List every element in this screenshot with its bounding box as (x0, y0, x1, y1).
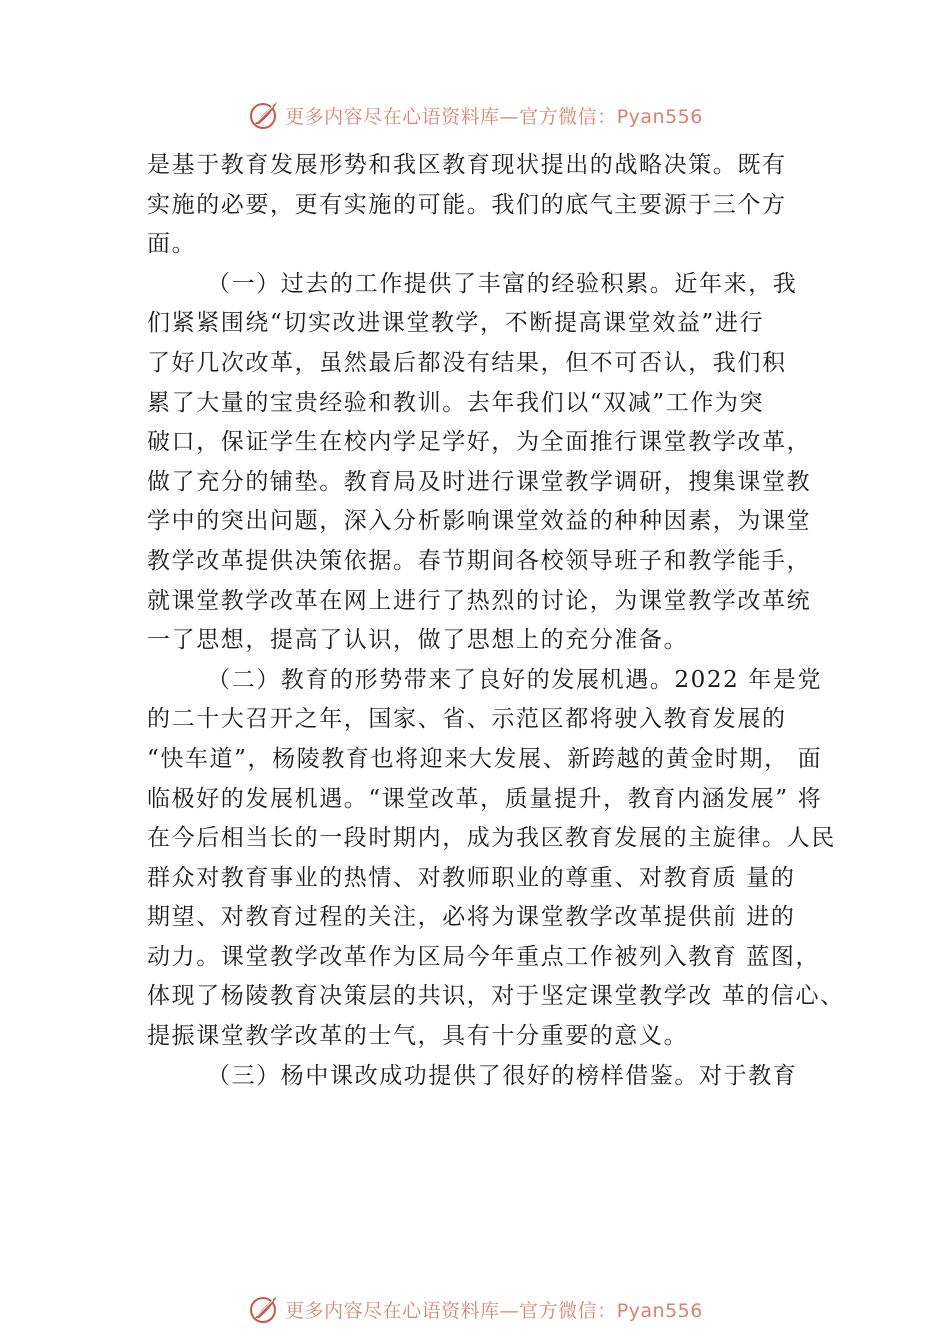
header-watermark-banner (0, 95, 950, 135)
text-line: 是基于教育发展形势和我区教育现状提出的战略决策。既有 (147, 152, 787, 178)
paragraph-heading-line: （一）过去的工作提供了丰富的经验积累。近年来，我 (207, 270, 798, 297)
text-line: 临极好的发展机遇。“课堂改革，质量提升，教育内涵发展” 将 (147, 785, 823, 812)
paragraph-heading-line: （三）杨中课改成功提供了很好的榜样借鉴。对于教育 (207, 1062, 798, 1089)
text-line: 动力。课堂教学改革作为区局今年重点工作被列入教育 蓝图， (147, 943, 821, 970)
quill-feather-icon (247, 98, 281, 132)
text-line: 学中的突出问题，深入分析影响课堂效益的种种因素，为课堂 (147, 508, 812, 535)
text-line: 们紧紧围绕“切实改进课堂教学，不断提高课堂效益”进行 (147, 310, 765, 337)
text-line: 面。 (147, 231, 197, 258)
footer-watermark-banner (0, 1289, 950, 1329)
text-line: 群众对教育事业的热情、对教师职业的尊重、对教育质 量的 (147, 864, 796, 891)
text-line: 破口，保证学生在校内学足学好，为全面推行课堂教学改革， (147, 429, 812, 456)
document-body (147, 146, 847, 1096)
banner-wechat-label: 官方微信： (519, 1299, 617, 1322)
text-line: “快车道”，杨陵教育也将迎来大发展、新跨越的黄金时期， 面 (147, 745, 823, 772)
banner-dash: — (499, 105, 520, 128)
quill-feather-icon (247, 1292, 281, 1326)
text-line: 的二十大召开之年，国家、省、示范区都将驶入教育发展的 (147, 706, 787, 733)
text-line: 期望、对教育过程的关注，必将为课堂教学改革提供前 进的 (147, 904, 796, 931)
text-line: 提振课堂教学改革的士气，具有十分重要的意义。 (147, 1023, 689, 1050)
banner-dash: — (499, 1299, 520, 1322)
text-line: 实施的必要，更有实施的可能。我们的底气主要源于三个方 (147, 191, 787, 218)
text-line: 一了思想，提高了认识，做了思想上的充分准备。 (147, 627, 689, 654)
text-line: 教学改革提供决策依据。春节期间各校领导班子和教学能手， (147, 547, 812, 574)
banner-main-text: 更多内容尽在心语资料库 (285, 105, 500, 128)
text-line: 就课堂教学改革在网上进行了热烈的讨论，为课堂教学改革统 (147, 587, 812, 614)
banner-wechat-label: 官方微信： (519, 105, 617, 128)
banner-wechat-id: Pyan556 (616, 1299, 703, 1322)
text-line: 做了充分的铺垫。教育局及时进行课堂教学调研，搜集课堂教 (147, 468, 812, 495)
text-line: 在今后相当长的一段时期内，成为我区教育发展的主旋律。人民 (147, 825, 836, 852)
footer-banner-inner (247, 1292, 703, 1326)
banner-main-text: 更多内容尽在心语资料库 (285, 1299, 500, 1322)
banner-text (285, 1296, 703, 1323)
paragraph-heading-line: （二）教育的形势带来了良好的发展机遇。2022 年是党 (207, 666, 823, 693)
header-banner-inner (247, 98, 703, 132)
text-line: 累了大量的宝贵经验和教训。去年我们以“双减”工作为突 (147, 389, 765, 416)
banner-wechat-id: Pyan556 (616, 105, 703, 128)
text-line: 了好几次改革，虽然最后都没有结果，但不可否认，我们积 (147, 349, 787, 376)
banner-text (285, 102, 703, 129)
text-line: 体现了杨陵教育决策层的共识，对于坚定课堂教学改 革的信心、 (147, 983, 845, 1010)
